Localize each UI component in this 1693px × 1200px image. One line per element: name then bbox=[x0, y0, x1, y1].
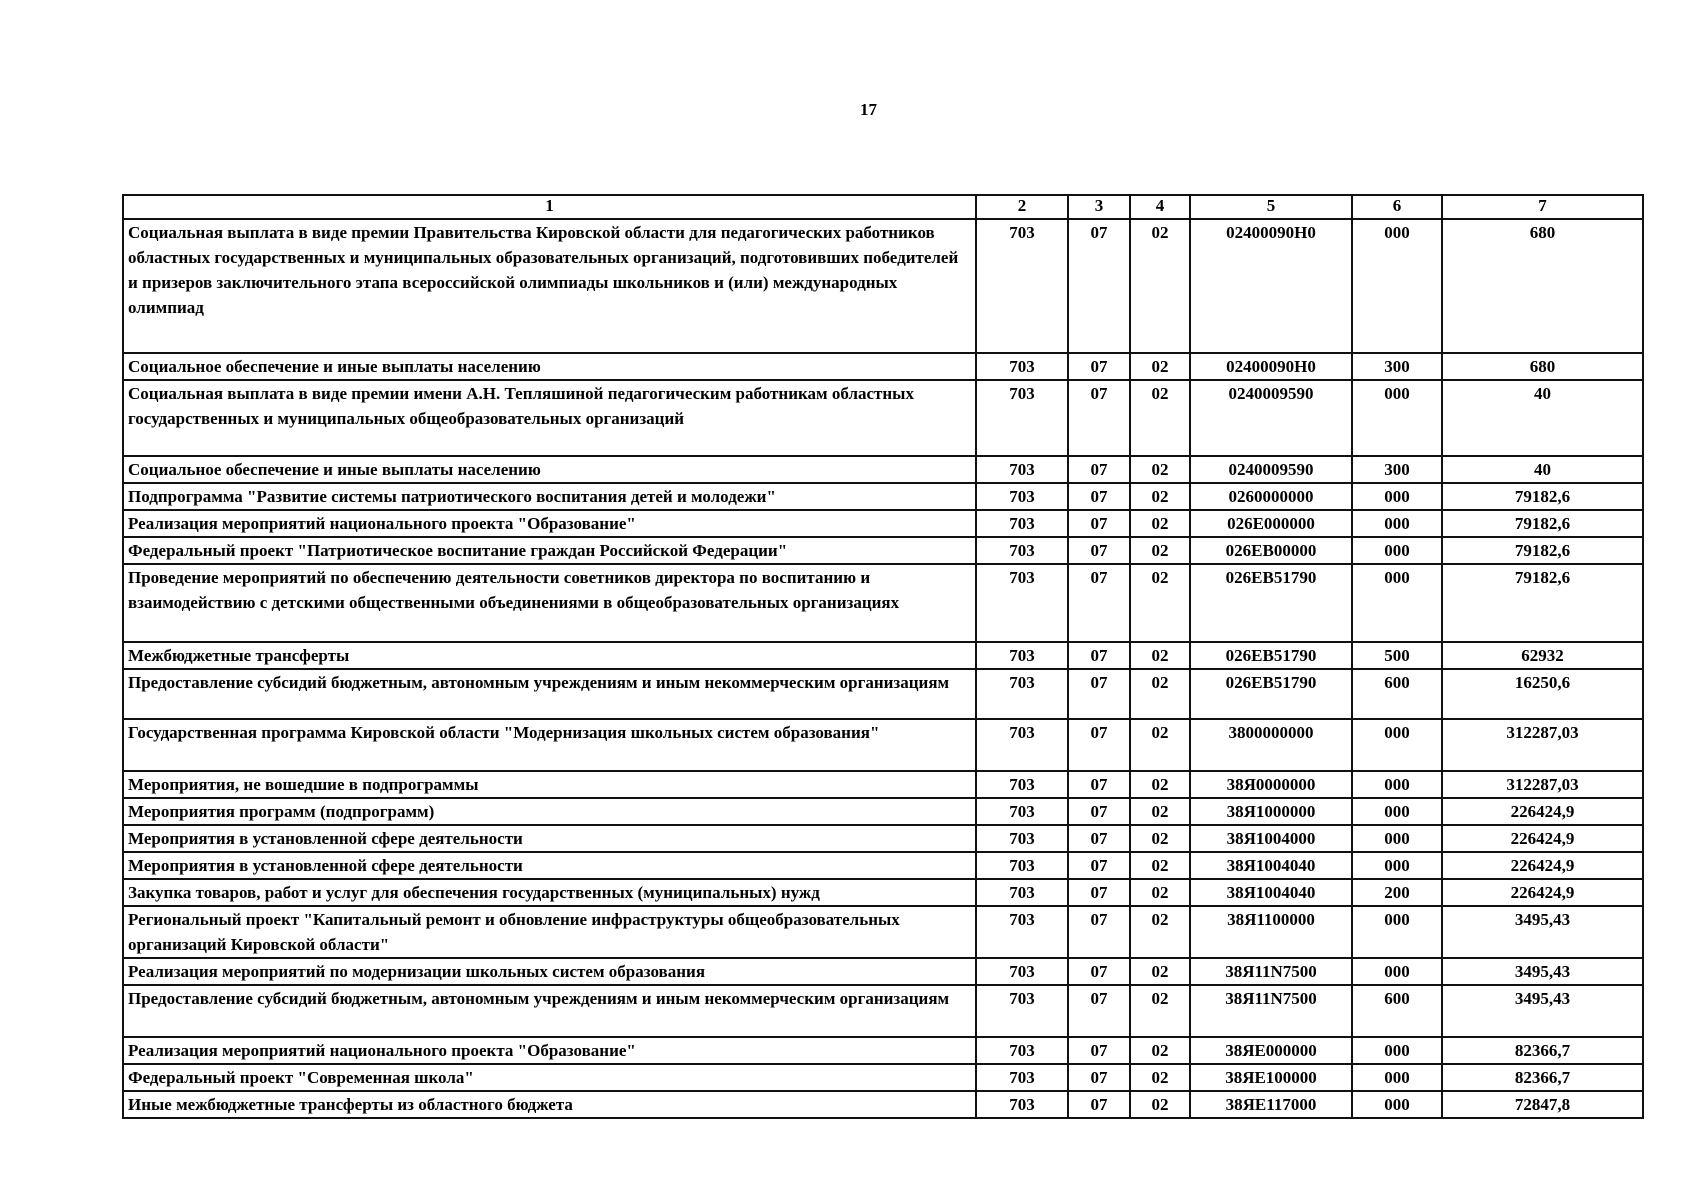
row-target-article-cell: 38Я11N7500 bbox=[1190, 985, 1352, 1037]
row-subsection-cell: 02 bbox=[1130, 719, 1190, 771]
row-expense-type-cell: 000 bbox=[1352, 906, 1442, 958]
row-expense-type-cell: 000 bbox=[1352, 219, 1442, 353]
row-section-cell: 07 bbox=[1068, 879, 1130, 906]
row-subsection-cell: 02 bbox=[1130, 825, 1190, 852]
row-name-cell: Мероприятия, не вошедшие в подпрограммы bbox=[123, 771, 976, 798]
row-subsection-cell: 02 bbox=[1130, 1091, 1190, 1118]
table-row bbox=[123, 483, 1643, 510]
row-name-cell: Мероприятия в установленной сфере деятельности bbox=[123, 852, 976, 879]
row-section-cell: 07 bbox=[1068, 219, 1130, 353]
page-number: 17 bbox=[860, 100, 877, 119]
row-expense-type-cell: 000 bbox=[1352, 852, 1442, 879]
row-expense-type-cell: 000 bbox=[1352, 825, 1442, 852]
row-name-cell: Реализация мероприятий национального проекта "Образование" bbox=[123, 510, 976, 537]
table-row bbox=[123, 353, 1643, 380]
row-code-cell: 703 bbox=[976, 1037, 1068, 1064]
row-subsection-cell: 02 bbox=[1130, 353, 1190, 380]
row-code-cell: 703 bbox=[976, 798, 1068, 825]
row-subsection-cell: 02 bbox=[1130, 483, 1190, 510]
row-section-cell: 07 bbox=[1068, 380, 1130, 456]
row-code-cell: 703 bbox=[976, 564, 1068, 642]
row-code-cell: 703 bbox=[976, 1064, 1068, 1091]
column-header: 6 bbox=[1352, 195, 1442, 219]
table-row bbox=[123, 798, 1643, 825]
row-section-cell: 07 bbox=[1068, 510, 1130, 537]
row-amount-cell: 312287,03 bbox=[1442, 719, 1643, 771]
row-expense-type-cell: 600 bbox=[1352, 669, 1442, 719]
row-target-article-cell: 38Я11N7500 bbox=[1190, 958, 1352, 985]
row-subsection-cell: 02 bbox=[1130, 456, 1190, 483]
row-name-cell: Реализация мероприятий по модернизации школьных систем образования bbox=[123, 958, 976, 985]
row-target-article-cell: 38Я1004040 bbox=[1190, 879, 1352, 906]
row-code-cell: 703 bbox=[976, 456, 1068, 483]
row-code-cell: 703 bbox=[976, 825, 1068, 852]
row-code-cell: 703 bbox=[976, 985, 1068, 1037]
row-name-cell: Иные межбюджетные трансферты из областного бюджета bbox=[123, 1091, 976, 1118]
row-expense-type-cell: 200 bbox=[1352, 879, 1442, 906]
row-amount-cell: 680 bbox=[1442, 353, 1643, 380]
row-section-cell: 07 bbox=[1068, 798, 1130, 825]
row-section-cell: 07 bbox=[1068, 1091, 1130, 1118]
row-name-cell: Предоставление субсидий бюджетным, автономным учреждениям и иным некоммерческим организациям bbox=[123, 985, 976, 1037]
table-row bbox=[123, 669, 1643, 719]
row-amount-cell: 3495,43 bbox=[1442, 906, 1643, 958]
table-row bbox=[123, 456, 1643, 483]
row-name-cell: Мероприятия программ (подпрограмм) bbox=[123, 798, 976, 825]
row-subsection-cell: 02 bbox=[1130, 642, 1190, 669]
row-section-cell: 07 bbox=[1068, 669, 1130, 719]
row-amount-cell: 312287,03 bbox=[1442, 771, 1643, 798]
table-row bbox=[123, 825, 1643, 852]
row-section-cell: 07 bbox=[1068, 852, 1130, 879]
row-subsection-cell: 02 bbox=[1130, 669, 1190, 719]
row-code-cell: 703 bbox=[976, 1091, 1068, 1118]
row-expense-type-cell: 000 bbox=[1352, 483, 1442, 510]
row-name-cell: Социальное обеспечение и иные выплаты населению bbox=[123, 353, 976, 380]
row-target-article-cell: 38Я1000000 bbox=[1190, 798, 1352, 825]
row-section-cell: 07 bbox=[1068, 642, 1130, 669]
row-code-cell: 703 bbox=[976, 219, 1068, 353]
row-expense-type-cell: 300 bbox=[1352, 353, 1442, 380]
table-row bbox=[123, 537, 1643, 564]
row-name-cell: Реализация мероприятий национального проекта "Образование" bbox=[123, 1037, 976, 1064]
row-target-article-cell: 026ЕВ51790 bbox=[1190, 564, 1352, 642]
table-row bbox=[123, 852, 1643, 879]
budget-table bbox=[122, 194, 1644, 1119]
row-amount-cell: 79182,6 bbox=[1442, 510, 1643, 537]
row-amount-cell: 79182,6 bbox=[1442, 564, 1643, 642]
row-amount-cell: 226424,9 bbox=[1442, 879, 1643, 906]
row-expense-type-cell: 000 bbox=[1352, 958, 1442, 985]
row-subsection-cell: 02 bbox=[1130, 958, 1190, 985]
row-code-cell: 703 bbox=[976, 719, 1068, 771]
row-target-article-cell: 026ЕВ51790 bbox=[1190, 669, 1352, 719]
row-name-cell: Региональный проект "Капитальный ремонт и обновление инфраструктуры общеобразовательных организаций Кировской области" bbox=[123, 906, 976, 958]
row-name-cell: Государственная программа Кировской области "Модернизация школьных систем образования" bbox=[123, 719, 976, 771]
row-amount-cell: 82366,7 bbox=[1442, 1064, 1643, 1091]
row-subsection-cell: 02 bbox=[1130, 852, 1190, 879]
row-name-cell: Социальная выплата в виде премии Правительства Кировской области для педагогических работников областных государственных и муниципальных образовательных организаций, подготовивших победителей и призеров заключительного этапа всероссийской олимпиады школьников и (или) международных олимпиад bbox=[123, 219, 976, 353]
row-code-cell: 703 bbox=[976, 642, 1068, 669]
row-expense-type-cell: 500 bbox=[1352, 642, 1442, 669]
column-header: 3 bbox=[1068, 195, 1130, 219]
row-expense-type-cell: 000 bbox=[1352, 537, 1442, 564]
column-header: 4 bbox=[1130, 195, 1190, 219]
row-subsection-cell: 02 bbox=[1130, 879, 1190, 906]
row-name-cell: Предоставление субсидий бюджетным, автономным учреждениям и иным некоммерческим организациям bbox=[123, 669, 976, 719]
table-row bbox=[123, 1037, 1643, 1064]
row-expense-type-cell: 000 bbox=[1352, 564, 1442, 642]
row-subsection-cell: 02 bbox=[1130, 1037, 1190, 1064]
row-code-cell: 703 bbox=[976, 510, 1068, 537]
row-subsection-cell: 02 bbox=[1130, 798, 1190, 825]
column-header: 1 bbox=[123, 195, 976, 219]
row-amount-cell: 226424,9 bbox=[1442, 798, 1643, 825]
row-amount-cell: 40 bbox=[1442, 456, 1643, 483]
table-row bbox=[123, 564, 1643, 642]
table-row bbox=[123, 1064, 1643, 1091]
row-amount-cell: 79182,6 bbox=[1442, 537, 1643, 564]
row-subsection-cell: 02 bbox=[1130, 985, 1190, 1037]
row-amount-cell: 16250,6 bbox=[1442, 669, 1643, 719]
row-name-cell: Социальная выплата в виде премии имени А.Н. Тепляшиной педагогическим работникам областных государственных и муниципальных общеобразовательных организаций bbox=[123, 380, 976, 456]
row-subsection-cell: 02 bbox=[1130, 380, 1190, 456]
row-subsection-cell: 02 bbox=[1130, 219, 1190, 353]
row-target-article-cell: 38Я0000000 bbox=[1190, 771, 1352, 798]
table-row bbox=[123, 719, 1643, 771]
row-target-article-cell: 026Е000000 bbox=[1190, 510, 1352, 537]
row-expense-type-cell: 000 bbox=[1352, 380, 1442, 456]
row-subsection-cell: 02 bbox=[1130, 564, 1190, 642]
row-target-article-cell: 0260000000 bbox=[1190, 483, 1352, 510]
table-row bbox=[123, 510, 1643, 537]
table-row bbox=[123, 380, 1643, 456]
row-section-cell: 07 bbox=[1068, 771, 1130, 798]
row-section-cell: 07 bbox=[1068, 353, 1130, 380]
row-expense-type-cell: 000 bbox=[1352, 1091, 1442, 1118]
row-subsection-cell: 02 bbox=[1130, 906, 1190, 958]
row-code-cell: 703 bbox=[976, 771, 1068, 798]
table-row bbox=[123, 879, 1643, 906]
row-expense-type-cell: 000 bbox=[1352, 798, 1442, 825]
row-amount-cell: 226424,9 bbox=[1442, 852, 1643, 879]
row-amount-cell: 226424,9 bbox=[1442, 825, 1643, 852]
row-amount-cell: 680 bbox=[1442, 219, 1643, 353]
table-row bbox=[123, 771, 1643, 798]
row-target-article-cell: 026ЕВ00000 bbox=[1190, 537, 1352, 564]
row-expense-type-cell: 000 bbox=[1352, 1064, 1442, 1091]
row-code-cell: 703 bbox=[976, 879, 1068, 906]
row-section-cell: 07 bbox=[1068, 906, 1130, 958]
row-section-cell: 07 bbox=[1068, 719, 1130, 771]
row-amount-cell: 79182,6 bbox=[1442, 483, 1643, 510]
row-section-cell: 07 bbox=[1068, 825, 1130, 852]
table-row bbox=[123, 1091, 1643, 1118]
row-target-article-cell: 0240009590 bbox=[1190, 456, 1352, 483]
row-section-cell: 07 bbox=[1068, 1037, 1130, 1064]
row-target-article-cell: 02400090Н0 bbox=[1190, 219, 1352, 353]
row-target-article-cell: 0240009590 bbox=[1190, 380, 1352, 456]
row-section-cell: 07 bbox=[1068, 537, 1130, 564]
row-target-article-cell: 02400090Н0 bbox=[1190, 353, 1352, 380]
row-target-article-cell: 38ЯЕ000000 bbox=[1190, 1037, 1352, 1064]
column-header: 7 bbox=[1442, 195, 1643, 219]
row-amount-cell: 3495,43 bbox=[1442, 985, 1643, 1037]
row-code-cell: 703 bbox=[976, 353, 1068, 380]
row-target-article-cell: 38Я1100000 bbox=[1190, 906, 1352, 958]
row-section-cell: 07 bbox=[1068, 564, 1130, 642]
row-name-cell: Закупка товаров, работ и услуг для обеспечения государственных (муниципальных) нужд bbox=[123, 879, 976, 906]
row-code-cell: 703 bbox=[976, 906, 1068, 958]
row-target-article-cell: 3800000000 bbox=[1190, 719, 1352, 771]
header-row bbox=[123, 195, 1643, 219]
row-section-cell: 07 bbox=[1068, 958, 1130, 985]
row-amount-cell: 62932 bbox=[1442, 642, 1643, 669]
row-section-cell: 07 bbox=[1068, 483, 1130, 510]
row-subsection-cell: 02 bbox=[1130, 1064, 1190, 1091]
row-section-cell: 07 bbox=[1068, 985, 1130, 1037]
row-target-article-cell: 38Я1004040 bbox=[1190, 852, 1352, 879]
table-row bbox=[123, 985, 1643, 1037]
row-target-article-cell: 38ЯЕ100000 bbox=[1190, 1064, 1352, 1091]
row-code-cell: 703 bbox=[976, 852, 1068, 879]
row-amount-cell: 82366,7 bbox=[1442, 1037, 1643, 1064]
row-code-cell: 703 bbox=[976, 380, 1068, 456]
table-row bbox=[123, 906, 1643, 958]
row-target-article-cell: 38ЯЕ117000 bbox=[1190, 1091, 1352, 1118]
table-row bbox=[123, 958, 1643, 985]
table-row bbox=[123, 642, 1643, 669]
row-name-cell: Межбюджетные трансферты bbox=[123, 642, 976, 669]
row-name-cell: Федеральный проект "Патриотическое воспитание граждан Российской Федерации" bbox=[123, 537, 976, 564]
row-code-cell: 703 bbox=[976, 669, 1068, 719]
row-amount-cell: 72847,8 bbox=[1442, 1091, 1643, 1118]
column-header: 2 bbox=[976, 195, 1068, 219]
row-subsection-cell: 02 bbox=[1130, 771, 1190, 798]
row-code-cell: 703 bbox=[976, 483, 1068, 510]
row-code-cell: 703 bbox=[976, 958, 1068, 985]
row-name-cell: Подпрограмма "Развитие системы патриотического воспитания детей и молодежи" bbox=[123, 483, 976, 510]
row-name-cell: Федеральный проект "Современная школа" bbox=[123, 1064, 976, 1091]
row-target-article-cell: 38Я1004000 bbox=[1190, 825, 1352, 852]
column-header: 5 bbox=[1190, 195, 1352, 219]
row-section-cell: 07 bbox=[1068, 456, 1130, 483]
row-section-cell: 07 bbox=[1068, 1064, 1130, 1091]
row-expense-type-cell: 000 bbox=[1352, 719, 1442, 771]
row-expense-type-cell: 000 bbox=[1352, 771, 1442, 798]
row-expense-type-cell: 000 bbox=[1352, 1037, 1442, 1064]
row-target-article-cell: 026ЕВ51790 bbox=[1190, 642, 1352, 669]
row-amount-cell: 3495,43 bbox=[1442, 958, 1643, 985]
row-subsection-cell: 02 bbox=[1130, 537, 1190, 564]
row-name-cell: Социальное обеспечение и иные выплаты населению bbox=[123, 456, 976, 483]
row-name-cell: Мероприятия в установленной сфере деятельности bbox=[123, 825, 976, 852]
row-expense-type-cell: 300 bbox=[1352, 456, 1442, 483]
table-row bbox=[123, 219, 1643, 353]
row-amount-cell: 40 bbox=[1442, 380, 1643, 456]
row-expense-type-cell: 600 bbox=[1352, 985, 1442, 1037]
row-subsection-cell: 02 bbox=[1130, 510, 1190, 537]
row-code-cell: 703 bbox=[976, 537, 1068, 564]
row-name-cell: Проведение мероприятий по обеспечению деятельности советников директора по воспитанию и взаимодействию с детскими общественными объединениями в общеобразовательных организациях bbox=[123, 564, 976, 642]
row-expense-type-cell: 000 bbox=[1352, 510, 1442, 537]
